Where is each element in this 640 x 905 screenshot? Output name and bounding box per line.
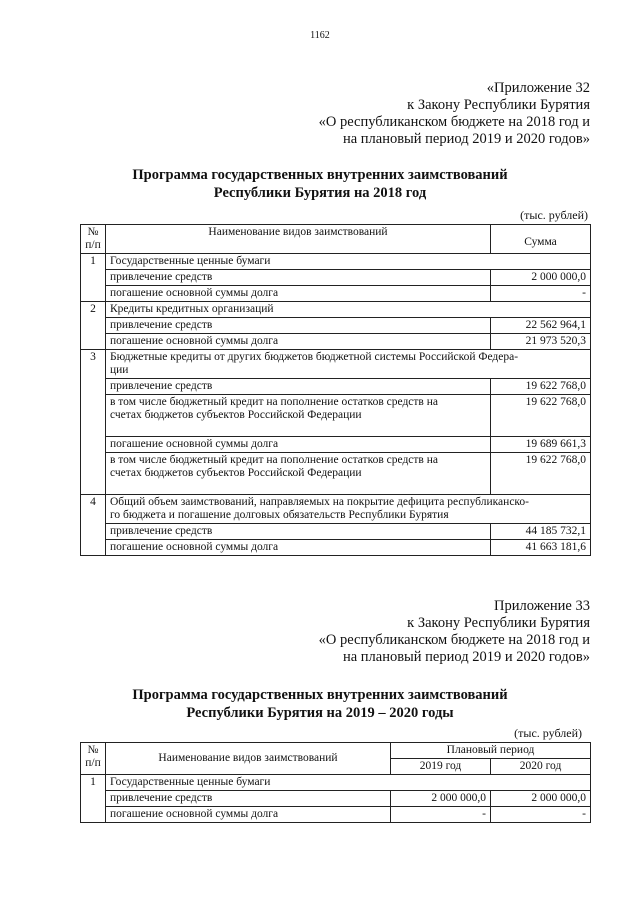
table-row [81,540,591,556]
appendix-line: «О республиканском бюджете на 2018 год и [318,114,590,130]
row-value-2019: - [391,807,491,823]
page-number: 1162 [310,30,330,41]
row-value: 19 622 768,0 [491,395,591,437]
row-label: привлечение средств [106,318,491,334]
section-number: 2 [81,302,106,350]
section-number: 4 [81,495,106,556]
row-label: привлечение средств [106,791,391,807]
table-row [81,524,591,540]
header-sum: Сумма [491,225,591,254]
section-row [81,775,591,791]
row-value: 21 973 520,3 [491,334,591,350]
appendix-line: к Закону Республики Бурятия [407,615,590,631]
row-value-2020: 2 000 000,0 [491,791,591,807]
header-row [81,225,591,254]
header-name: Наименование видов заимствований [106,225,491,254]
row-value: 22 562 964,1 [491,318,591,334]
row-value: 2 000 000,0 [491,270,591,286]
row-value-2019: 2 000 000,0 [391,791,491,807]
borrowing-table-2018 [80,224,591,556]
appendix-32-header [319,80,590,148]
appendix-line: на плановый период 2019 и 2020 годов» [342,131,590,147]
section-title: Бюджетные кредиты от других бюджетов бюджетной системы Российской Федера- ции [106,350,591,379]
appendix-line: к Закону Республики Бурятия [407,97,590,113]
header-row [81,743,591,759]
table-row [81,286,591,302]
section-title: Кредиты кредитных организаций [106,302,591,318]
row-label: в том числе бюджетный кредит на пополнение остатков средств на счетах бюджетов субъектов Российской Федерации [106,395,491,437]
section-title: Общий объем заимствований, направляемых на покрытие дефицита республиканско- го бюджета и погашение долговых обязательств Республики Бурятия [106,495,591,524]
appendix-line: «О республиканском бюджете на 2018 год и [318,632,590,648]
table-row [81,453,591,495]
borrowing-table-2019-2020 [80,742,591,823]
appendix-line: Приложение 33 [494,598,590,614]
units-label: (тыс. рублей) [514,726,582,740]
table-row [81,791,591,807]
table-row [81,395,591,437]
header-year-2020: 2020 год [491,759,591,775]
row-value: - [491,286,591,302]
row-label: привлечение средств [106,379,491,395]
row-label: привлечение средств [106,270,491,286]
row-value: 19 622 768,0 [491,453,591,495]
row-label: погашение основной суммы долга [106,807,391,823]
appendix-33-header [319,598,590,666]
section-number: 1 [81,775,106,823]
row-label: погашение основной суммы долга [106,437,491,453]
title-line: Программа государственных внутренних заимствований [132,167,508,183]
section-row [81,350,591,379]
units-label: (тыс. рублей) [520,208,588,222]
table-row [81,807,591,823]
section-title: Государственные ценные бумаги [106,254,591,270]
row-label: погашение основной суммы долга [106,286,491,302]
title-line: Программа государственных внутренних заимствований [132,687,508,703]
row-value-2020: - [491,807,591,823]
table-row [81,334,591,350]
row-label: в том числе бюджетный кредит на пополнение остатков средств на счетах бюджетов субъектов Российской Федерации [106,453,491,495]
header-num: № п/п [81,743,106,775]
row-value: 44 185 732,1 [491,524,591,540]
row-value: 41 663 181,6 [491,540,591,556]
row-value: 19 689 661,3 [491,437,591,453]
row-label: привлечение средств [106,524,491,540]
row-value: 19 622 768,0 [491,379,591,395]
header-num: № п/п [81,225,106,254]
table-row [81,437,591,453]
appendix-line: на плановый период 2019 и 2020 годов» [342,649,590,665]
program-2019-2020-title [0,686,640,722]
section-row [81,302,591,318]
row-label: погашение основной суммы долга [106,540,491,556]
title-line: Республики Бурятия на 2019 – 2020 годы [186,705,454,721]
appendix-line: «Приложение 32 [486,80,590,96]
section-number: 1 [81,254,106,302]
section-row [81,495,591,524]
program-2018-title [0,166,640,202]
header-name: Наименование видов заимствований [106,743,391,775]
section-row [81,254,591,270]
header-period: Плановый период [391,743,591,759]
table-row [81,318,591,334]
table-row [81,379,591,395]
header-year-2019: 2019 год [391,759,491,775]
row-label: погашение основной суммы долга [106,334,491,350]
section-number: 3 [81,350,106,495]
section-title: Государственные ценные бумаги [106,775,591,791]
title-line: Республики Бурятия на 2018 год [213,185,427,201]
table-row [81,270,591,286]
